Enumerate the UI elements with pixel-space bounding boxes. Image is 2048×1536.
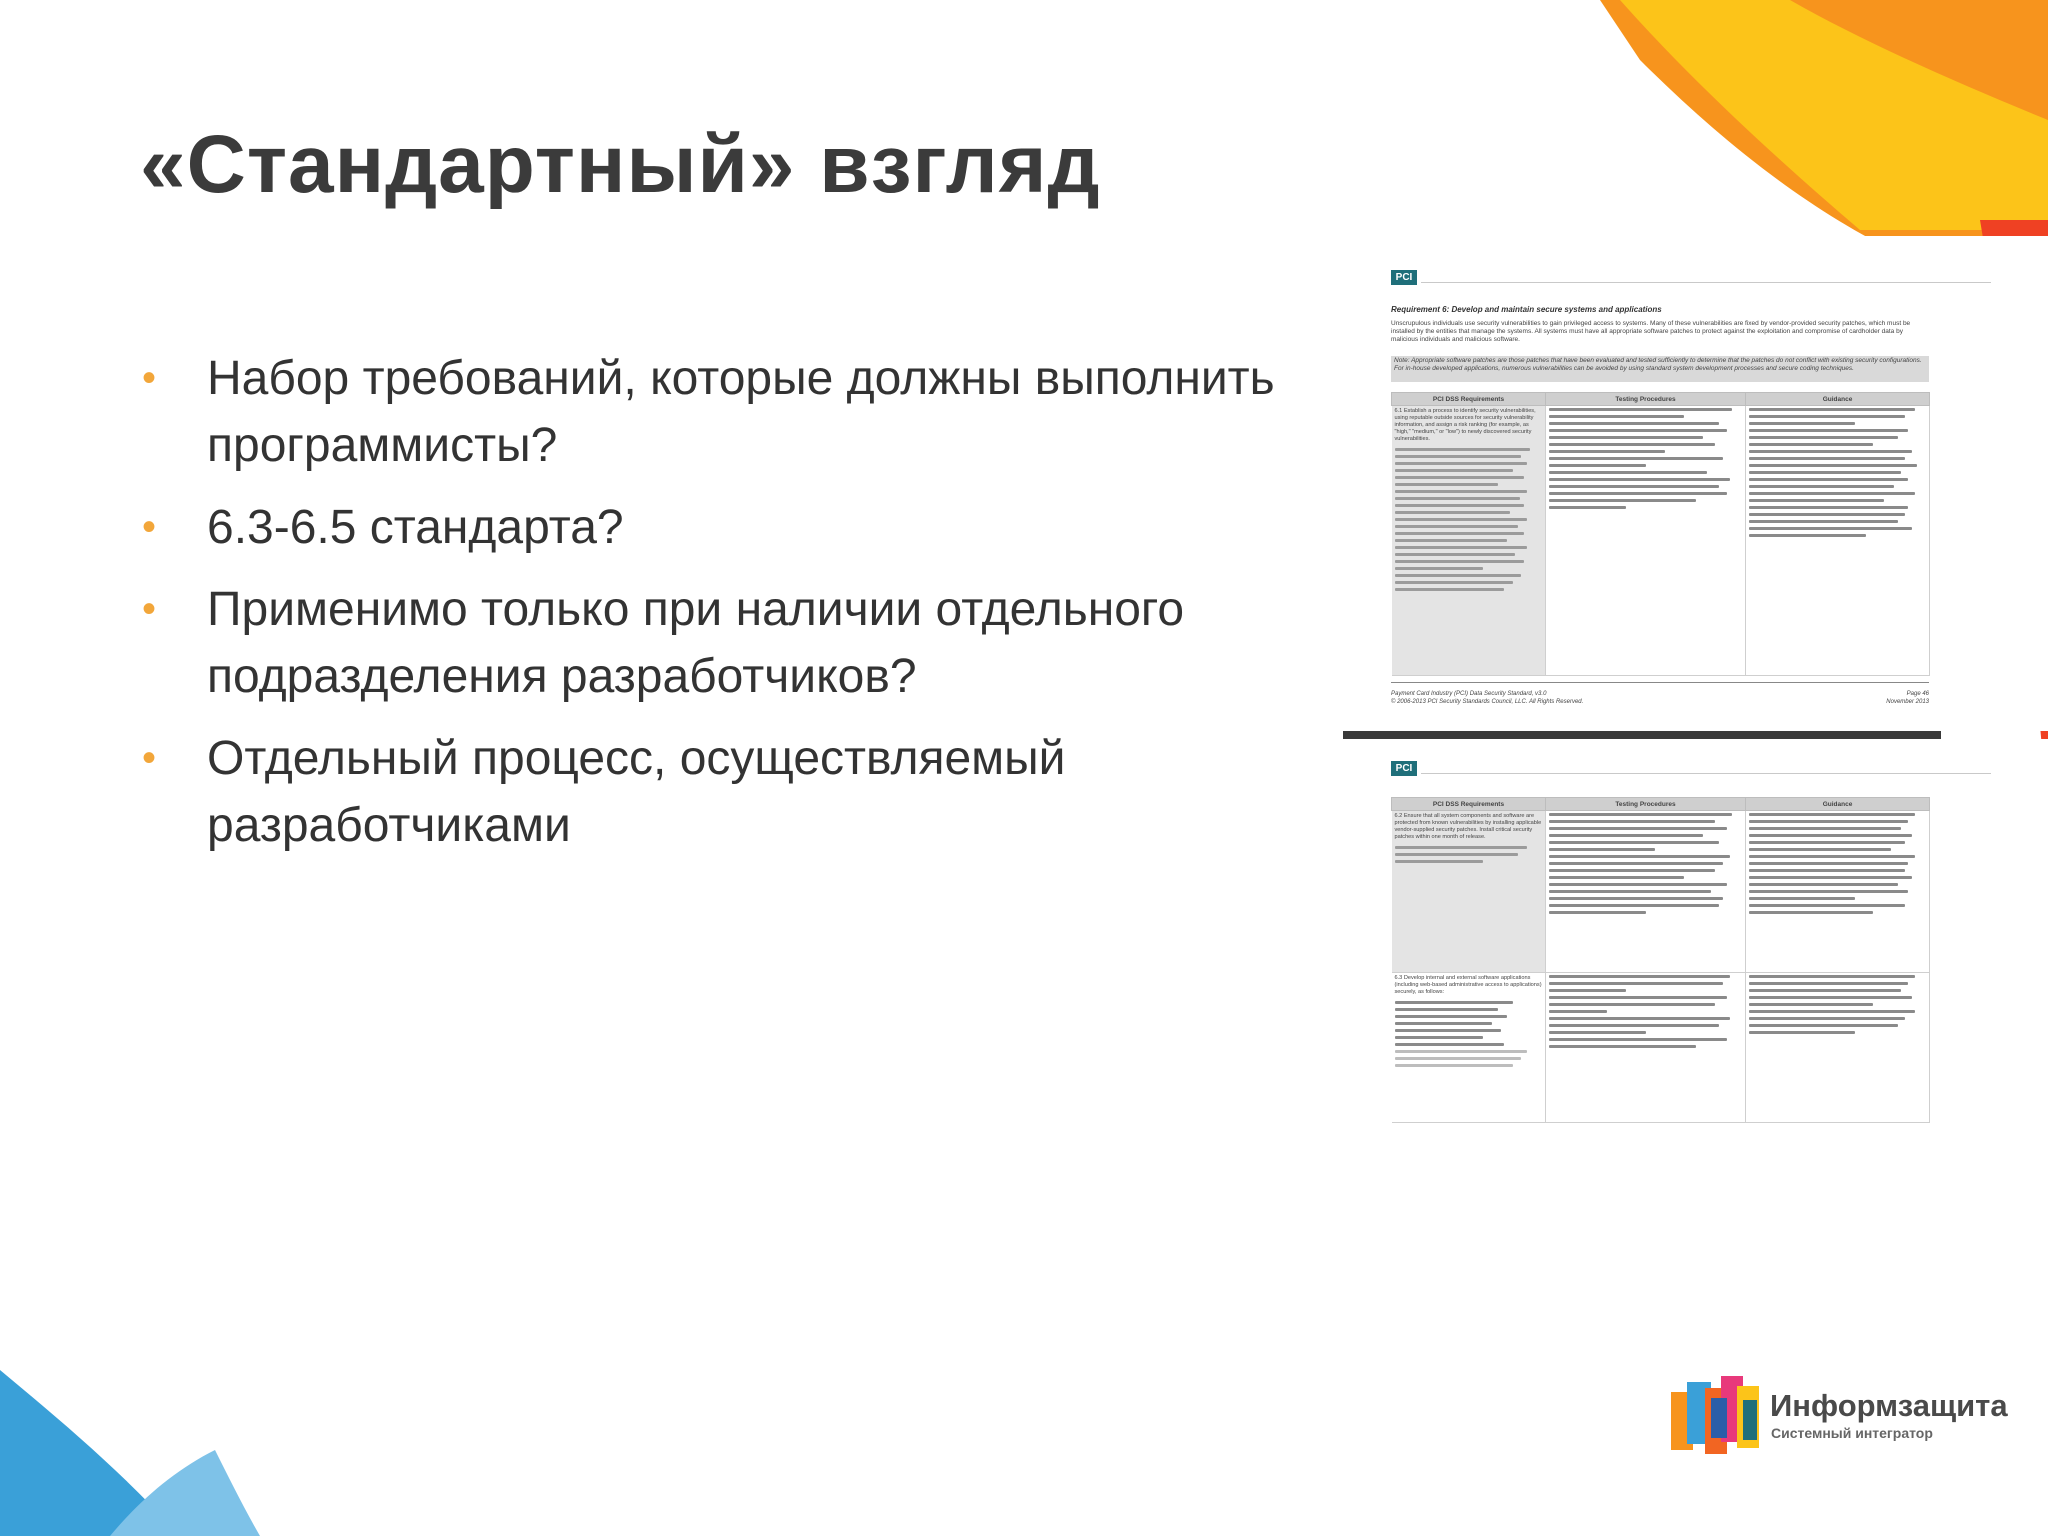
table-cell [1746, 406, 1930, 676]
requirements-table [1391, 392, 1930, 676]
page-divider [1343, 731, 1941, 739]
header-rule [1421, 282, 1991, 283]
pci-logo: PCI [1391, 761, 1417, 776]
document-page-2 [1343, 739, 2048, 1139]
pci-logo: PCI [1391, 270, 1417, 285]
table-cell [1746, 811, 1930, 973]
column-header: Guidance [1746, 798, 1930, 811]
requirement-6-1-text: 6.1 Establish a process to identify security vulnerabilities, using reputable outside sources for security vulnerability information, and assign a risk ranking (for example, as "high," "medium," or "low") to newly discovered security vulnerabilities. [1394, 408, 1536, 442]
bullet-dot-icon: • [142, 587, 157, 631]
table-cell [1746, 973, 1930, 1123]
column-header: Testing Procedures [1546, 393, 1746, 406]
table-cell [1546, 973, 1746, 1123]
company-name: Информзащита [1770, 1388, 2008, 1423]
table-cell [1392, 406, 1546, 676]
company-tagline: Системный интегратор [1771, 1425, 1933, 1441]
table-cell [1546, 811, 1746, 973]
requirement-note: Note: Appropriate software patches are those patches that have been evaluated and tested sufficiently to determine that the patches do not conflict with existing security configurations. For in-house developed applications, numerous vulnerabilities can be avoided by using standard system development processes and secure coding techniques. [1391, 356, 1929, 382]
column-header: PCI DSS Requirements [1392, 393, 1546, 406]
informzaschita-logo-icon [1667, 1370, 1767, 1460]
header-rule [1421, 773, 1991, 774]
slide-title: «Стандартный» взгляд [140, 119, 1101, 210]
bullet-dot-icon: • [142, 736, 157, 780]
footer-right: Page 46 November 2013 [1886, 691, 1929, 705]
column-header: Testing Procedures [1546, 798, 1746, 811]
footer-rule [1391, 682, 1929, 683]
bullet-item: • Набор требований, которые должны выполнить программисты? [140, 345, 1340, 479]
footer-left: Payment Card Industry (PCI) Data Security Standard, v3.0 © 2006-2013 PCI Security Standards Council, LLC. All Rights Reserved. [1391, 691, 1584, 705]
bullet-item: • Применимо только при наличии отдельного подразделения разработчиков? [140, 576, 1340, 710]
bullet-item: • Отдельный процесс, осуществляемый разработчиками [140, 725, 1340, 859]
bullet-list [140, 345, 1340, 874]
requirement-intro: Unscrupulous individuals use security vulnerabilities to gain privileged access to systems. Many of these vulnerabilities are fixed by vendor-provided security patches, which must be installed by the entities that manage the systems. All systems must have all appropriate software patches to protect against the exploitation and compromise of cardholder data by malicious individuals and malicious software. [1391, 320, 1911, 343]
column-header: Guidance [1746, 393, 1930, 406]
document-page-1 [1343, 236, 2048, 731]
column-header: PCI DSS Requirements [1392, 798, 1546, 811]
requirements-table [1391, 797, 1930, 1123]
table-cell [1392, 973, 1546, 1123]
bullet-dot-icon: • [142, 505, 157, 549]
requirement-6-2-text: 6.2 Ensure that all system components and software are protected from known vulnerabilities by installing applicable vendor-supplied security patches. Install critical security patches within one month of release. [1394, 813, 1542, 840]
requirement-6-3-text: 6.3 Develop internal and external software applications (including web-based administrative access to applications) securely, as follows: [1394, 975, 1542, 995]
table-cell [1392, 811, 1546, 973]
requirement-heading: Requirement 6: Develop and maintain secure systems and applications [1391, 305, 1662, 314]
bullet-item: • 6.3-6.5 стандарта? [140, 494, 1340, 561]
bullet-dot-icon: • [142, 356, 157, 400]
table-cell [1546, 406, 1746, 676]
